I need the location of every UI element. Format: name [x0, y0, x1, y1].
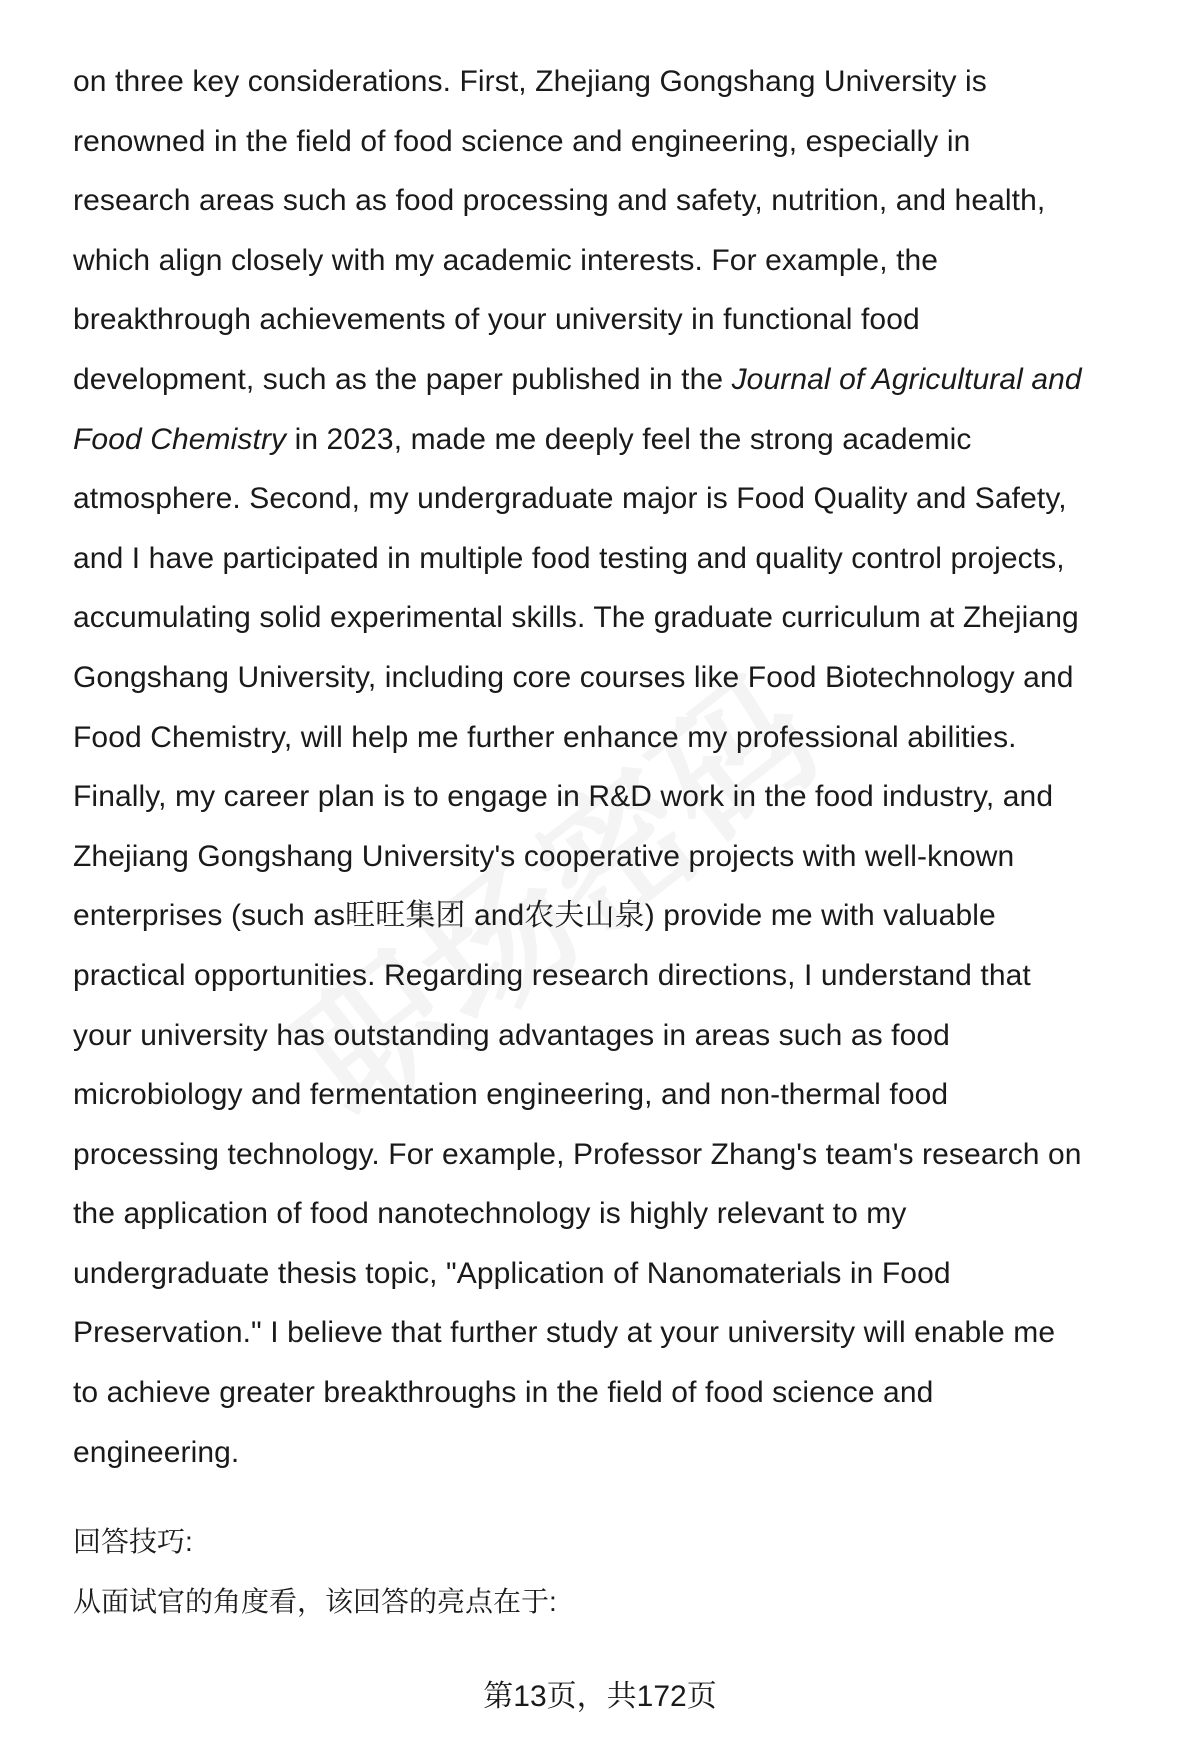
- paragraph-line: which align closely with my academic interests. For example, the: [73, 243, 939, 277]
- journal-title: Food Chemistry: [73, 422, 287, 456]
- paragraph-line: renowned in the field of food science and engineering, especially in: [73, 124, 971, 158]
- paragraph-line: practical opportunities. Regarding research directions, I understand that: [73, 958, 1031, 992]
- tips-intro: 从面试官的角度看，该回答的亮点在于:: [73, 1586, 557, 1617]
- paragraph-line: Gongshang University, including core courses like Food Biotechnology and: [73, 660, 1074, 694]
- paragraph-line: to achieve greater breakthroughs in the field of food science and: [73, 1376, 934, 1410]
- paragraph-line: Zhejiang Gongshang University's cooperative projects with well-known: [73, 839, 1015, 873]
- paragraph-line: breakthrough achievements of your university in functional food: [73, 303, 920, 337]
- paragraph-line: microbiology and fermentation engineering, and non-thermal food: [73, 1078, 949, 1112]
- answer-tips-section: [73, 1512, 557, 1632]
- paragraph-line: [73, 350, 1163, 410]
- paragraph-line: [73, 410, 1163, 470]
- paragraph-line: on three key considerations. First, Zhejiang Gongshang University is: [73, 65, 987, 98]
- paragraph-line: atmosphere. Second, my undergraduate major is Food Quality and Safety,: [73, 482, 1067, 516]
- page-number-footer: 第13页，共172页: [483, 1680, 717, 1713]
- paragraph-line: Food Chemistry, will help me further enhance my professional abilities.: [73, 720, 1017, 754]
- paragraph-line: undergraduate thesis topic, "Application of Nanomaterials in Food: [73, 1256, 951, 1290]
- line-text: development, such as the paper published in the: [73, 362, 732, 396]
- paragraph-line: processing technology. For example, Professor Zhang's team's research on: [73, 1137, 1082, 1171]
- journal-title: Journal of Agricultural and: [731, 362, 1082, 396]
- paragraph-line: enterprises (such as旺旺集团 and农夫山泉) provide me with valuable: [73, 899, 996, 933]
- line-text: in 2023, made me deeply feel the strong academic: [286, 422, 972, 456]
- paragraph-line: the application of food nanotechnology is highly relevant to my: [73, 1197, 907, 1231]
- paragraph-line: engineering.: [73, 1435, 240, 1469]
- paragraph-line: your university has outstanding advantages in areas such as food: [73, 1018, 950, 1052]
- paragraph-line: and I have participated in multiple food testing and quality control projects,: [73, 541, 1065, 575]
- paragraph-line: research areas such as food processing and safety, nutrition, and health,: [73, 184, 1046, 218]
- paragraph-line: Preservation." I believe that further study at your university will enable me: [73, 1316, 1056, 1350]
- answer-paragraph: [73, 52, 1163, 1482]
- paragraph-line: accumulating solid experimental skills. The graduate curriculum at Zhejiang: [73, 601, 1079, 635]
- paragraph-line: Finally, my career plan is to engage in R&D work in the food industry, and: [73, 780, 1054, 814]
- tips-heading: 回答技巧:: [73, 1526, 193, 1557]
